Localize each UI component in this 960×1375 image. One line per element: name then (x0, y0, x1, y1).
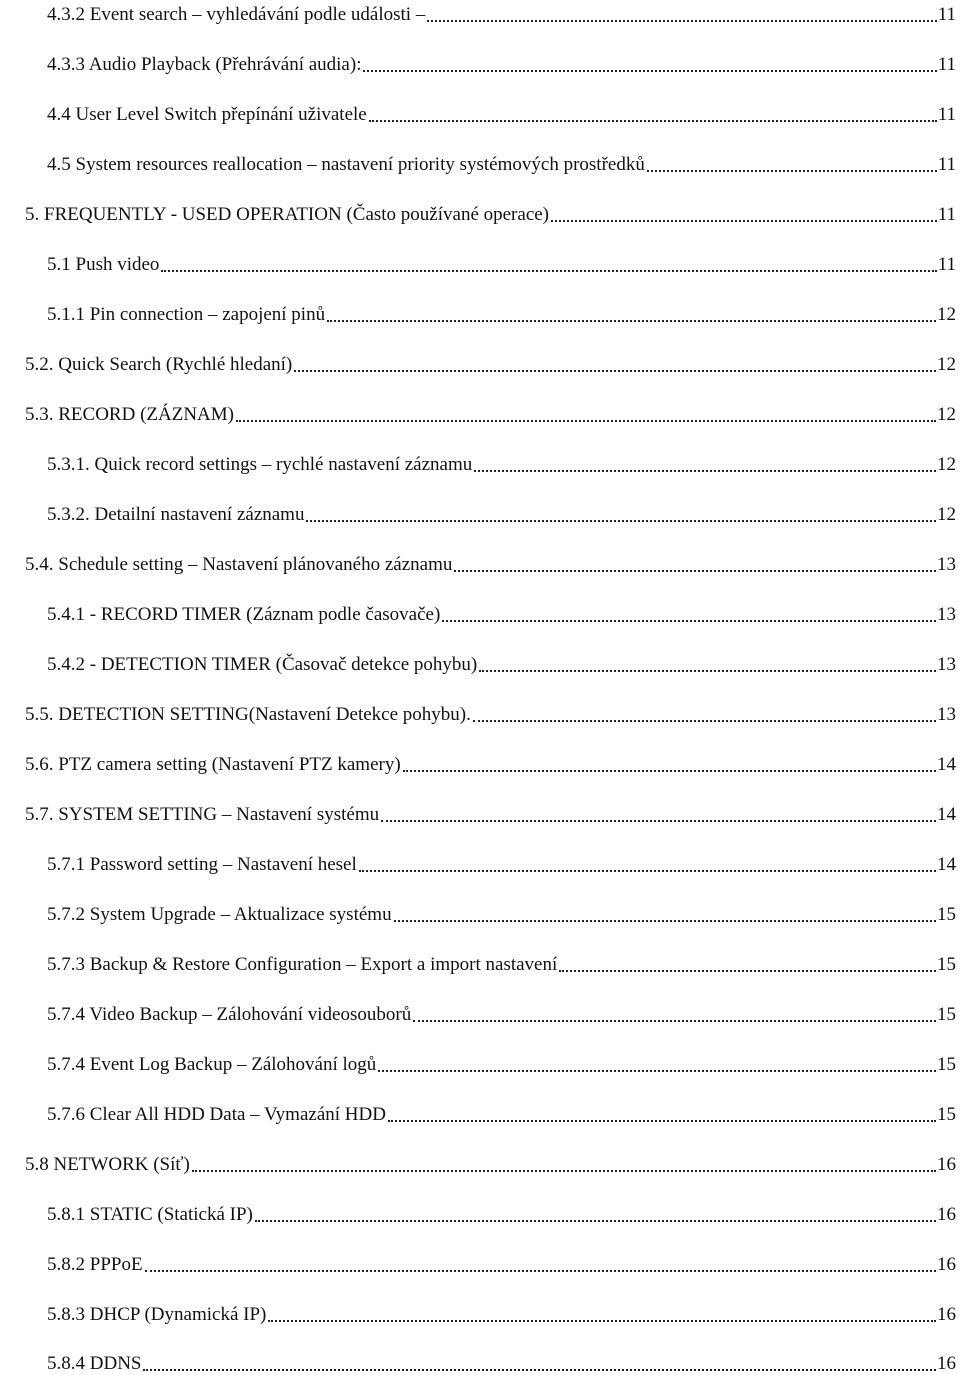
toc-entry[interactable] (47, 50, 956, 76)
toc-entry-title: 4.5 System resources reallocation – nastavení priority systémových prostředků (47, 154, 645, 175)
dot-leader (551, 220, 937, 222)
toc-entry-page: 12 (937, 304, 956, 325)
toc-entry-title: 5.7.4 Event Log Backup – Zálohování logů (47, 1054, 377, 1075)
toc-entry-page: 11 (937, 154, 956, 175)
toc-entry[interactable] (47, 650, 956, 676)
toc-entry-page: 15 (937, 904, 956, 925)
toc-entry-page: 12 (937, 354, 956, 375)
toc-entry[interactable] (25, 350, 956, 376)
toc-entry-title: 5.2. Quick Search (Rychlé hledaní) (25, 354, 293, 375)
dot-leader (268, 1320, 936, 1322)
dot-leader (394, 920, 936, 922)
dot-leader (236, 420, 936, 422)
dot-leader (145, 1270, 936, 1272)
toc-entry-title: 5.8.3 DHCP (Dynamická IP) (47, 1304, 267, 1325)
dot-leader (161, 270, 936, 272)
dot-leader (413, 1020, 936, 1022)
toc-entry[interactable] (47, 1050, 956, 1076)
toc-entry[interactable] (47, 1300, 956, 1326)
toc-entry-title: 5.7.4 Video Backup – Zálohování videosouborů (47, 1004, 412, 1025)
dot-leader (388, 1120, 936, 1122)
toc-entry-page: 12 (937, 404, 956, 425)
toc-entry-page: 15 (937, 1004, 956, 1025)
toc-entry[interactable] (47, 150, 956, 176)
dot-leader (474, 470, 936, 472)
toc-entry-title: 4.4 User Level Switch přepínání uživatele (47, 104, 367, 125)
dot-leader (427, 20, 936, 22)
toc-entry-title: 5.4.2 - DETECTION TIMER (Časovač detekce pohybu) (47, 654, 478, 675)
toc-entry-title: 5.6. PTZ camera setting (Nastavení PTZ kamery) (25, 754, 401, 775)
dot-leader (378, 1070, 936, 1072)
toc-entry-page: 16 (937, 1204, 956, 1225)
toc-entry-page: 11 (937, 204, 956, 225)
toc-entry[interactable] (25, 700, 956, 726)
toc-entry-page: 11 (937, 254, 956, 275)
toc-entry-title: 5.5. DETECTION SETTING(Nastavení Detekce pohybu). (25, 704, 471, 725)
toc-entry-title: 5.7.1 Password setting – Nastavení hesel (47, 854, 357, 875)
toc-entry[interactable] (47, 850, 956, 876)
toc-entry-title: 5.7.3 Backup & Restore Configuration – Export a import nastavení (47, 954, 558, 975)
toc-entry-page: 16 (937, 1304, 956, 1325)
toc-entry-page: 12 (937, 504, 956, 525)
toc-entry-page: 15 (937, 1104, 956, 1125)
toc-entry[interactable] (47, 950, 956, 976)
toc-entry-title: 5.8.4 DDNS (47, 1353, 142, 1374)
toc-entry-title: 5. FREQUENTLY - USED OPERATION (Často používané operace) (25, 204, 550, 225)
toc-entry[interactable] (47, 1250, 956, 1276)
toc-entry-page: 15 (937, 954, 956, 975)
toc-entry-title: 5.3.1. Quick record settings – rychlé nastavení záznamu (47, 454, 473, 475)
dot-leader (306, 520, 936, 522)
toc-entry-page: 13 (937, 554, 956, 575)
dot-leader (369, 120, 937, 122)
toc-entry[interactable] (47, 450, 956, 476)
toc-entry-title: 5.1 Push video (47, 254, 160, 275)
toc-entry-page: 16 (937, 1254, 956, 1275)
toc-entry-title: 5.4. Schedule setting – Nastavení plánovaného záznamu (25, 554, 453, 575)
toc-entry[interactable] (47, 1349, 956, 1375)
toc-entry-title: 5.3. RECORD (ZÁZNAM) (25, 404, 234, 425)
toc-entry-page: 13 (937, 704, 956, 725)
toc-entry-page: 14 (937, 804, 956, 825)
toc-entry[interactable] (47, 100, 956, 126)
toc-entry-page: 11 (937, 54, 956, 75)
dot-leader (255, 1220, 936, 1222)
toc-entry-title: 5.8.2 PPPoE (47, 1254, 143, 1275)
dot-leader (294, 370, 936, 372)
toc-entry[interactable] (47, 900, 956, 926)
toc-entry[interactable] (47, 250, 956, 276)
toc-entry-title: 5.3.2. Detailní nastavení záznamu (47, 504, 305, 525)
toc-entry-page: 13 (937, 654, 956, 675)
toc-entry[interactable] (47, 1100, 956, 1126)
dot-leader (442, 620, 936, 622)
dot-leader (327, 320, 936, 322)
toc-entry-title: 5.7.6 Clear All HDD Data – Vymazání HDD (47, 1104, 386, 1125)
toc-entry-page: 12 (937, 454, 956, 475)
toc-entry-title: 5.7. SYSTEM SETTING – Nastavení systému (25, 804, 380, 825)
toc-entry-title: 4.3.2 Event search – vyhledávání podle události – (47, 4, 426, 25)
toc-entry[interactable] (47, 0, 956, 26)
dot-leader (479, 670, 936, 672)
toc-entry[interactable] (47, 1000, 956, 1026)
toc-entry[interactable] (25, 200, 956, 226)
toc-entry-page: 16 (937, 1154, 956, 1175)
toc-entry-page: 13 (937, 604, 956, 625)
dot-leader (454, 570, 936, 572)
dot-leader (192, 1170, 936, 1172)
toc-entry-page: 16 (937, 1353, 956, 1374)
dot-leader (363, 70, 936, 72)
toc-entry[interactable] (47, 300, 956, 326)
toc-entry-title: 5.7.2 System Upgrade – Aktualizace systému (47, 904, 392, 925)
toc-entry[interactable] (25, 400, 956, 426)
toc-entry-title: 4.3.3 Audio Playback (Přehrávání audia): (47, 54, 362, 75)
toc-entry-title: 5.8.1 STATIC (Statická IP) (47, 1204, 253, 1225)
toc-entry[interactable] (47, 600, 956, 626)
dot-leader (473, 720, 936, 722)
toc-entry[interactable] (47, 500, 956, 526)
toc-entry[interactable] (25, 550, 956, 576)
toc-entry-title: 5.1.1 Pin connection – zapojení pinů (47, 304, 326, 325)
dot-leader (403, 770, 936, 772)
toc-entry[interactable] (25, 750, 956, 776)
toc-entry-page: 11 (937, 104, 956, 125)
dot-leader (381, 820, 936, 822)
toc-entry-page: 14 (937, 854, 956, 875)
toc-entry[interactable] (25, 1150, 956, 1176)
dot-leader (359, 870, 936, 872)
dot-leader (559, 970, 936, 972)
dot-leader (647, 170, 937, 172)
toc-entry-title: 5.4.1 - RECORD TIMER (Záznam podle časovače) (47, 604, 441, 625)
toc-entry-page: 11 (937, 4, 956, 25)
toc-entry-page: 15 (937, 1054, 956, 1075)
dot-leader (143, 1369, 936, 1371)
toc-entry-title: 5.8 NETWORK (Síť) (25, 1154, 190, 1175)
toc-entry[interactable] (25, 800, 956, 826)
toc-entry-page: 14 (937, 754, 956, 775)
toc-entry[interactable] (47, 1200, 956, 1226)
